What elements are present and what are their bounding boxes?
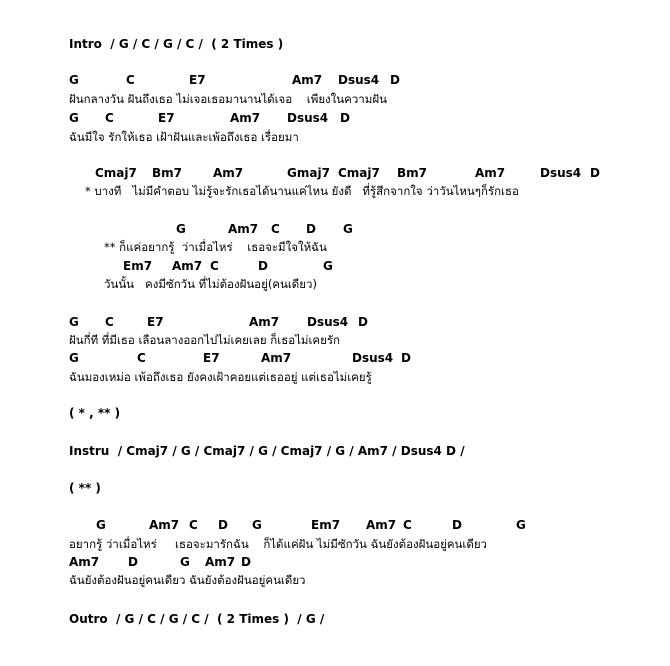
chord: C xyxy=(105,111,114,125)
chord: Am7 xyxy=(205,555,236,569)
chord: Dsus4 xyxy=(540,166,582,180)
intro-line: Intro / G / C / G / C / ( 2 Times ) xyxy=(69,37,284,51)
chord: D xyxy=(128,555,138,569)
chord: D xyxy=(241,555,251,569)
chord: Am7 xyxy=(475,166,506,180)
chord: D xyxy=(218,518,228,532)
chord: C xyxy=(189,518,198,532)
chord: E7 xyxy=(158,111,175,125)
chord: Gmaj7 xyxy=(287,166,330,180)
chord: D xyxy=(306,222,316,236)
chord: Dsus4 xyxy=(338,73,380,87)
repeat-marker: ( * , ** ) xyxy=(69,406,121,420)
chord: Dsus4 xyxy=(287,111,329,125)
chord: G xyxy=(69,315,79,329)
chord: Am7 xyxy=(172,259,203,273)
chord: D xyxy=(401,351,411,365)
lyric-line: อยากรู้ ว่าเมื่อไหร่ เธอจะมารักฉัน ก็ได้แค่ฝัน ไม่มีซักวัน ฉันยังต้องฝันอยู่คนเดียว xyxy=(69,537,488,551)
chord: Am7 xyxy=(228,222,259,236)
chord: G xyxy=(69,73,79,87)
chord: C xyxy=(210,259,219,273)
chord: G xyxy=(516,518,526,532)
lyric-line: ฉันยังต้องฝันอยู่คนเดียว ฉันยังต้องฝันอยู่คนเดียว xyxy=(69,573,306,587)
chord: G xyxy=(69,351,79,365)
lyric-line: ** ก็แค่อยากรู้ ว่าเมื่อไหร่ เธอจะมีใจให้ฉัน xyxy=(104,240,327,254)
chord: D xyxy=(340,111,350,125)
lyric-line: วันนั้น คงมีซักวัน ที่ไม่ต้องฝันอยู่(คนเดียว) xyxy=(104,277,317,291)
chord: C xyxy=(271,222,280,236)
chord: Am7 xyxy=(69,555,100,569)
chord: Bm7 xyxy=(397,166,427,180)
chord: Am7 xyxy=(366,518,397,532)
chord: Em7 xyxy=(311,518,341,532)
chord: Am7 xyxy=(149,518,180,532)
chord: Dsus4 xyxy=(352,351,394,365)
chord: G xyxy=(323,259,333,273)
lyric-line: ฉันมองเหม่อ เพ้อถึงเธอ ยังคงเฝ้าคอยแต่เธออยู่ แต่เธอไม่เคยรู้ xyxy=(69,370,372,384)
chord: Cmaj7 xyxy=(338,166,380,180)
chord: E7 xyxy=(147,315,164,329)
chord: D xyxy=(358,315,368,329)
chord: C xyxy=(105,315,114,329)
outro-line: Outro / G / C / G / C / ( 2 Times ) / G / xyxy=(69,612,325,626)
chord: Cmaj7 xyxy=(95,166,137,180)
lyric-line: ฝันกลางวัน ฝันถึงเธอ ไม่เจอเธอมานานได้เจอ เพียงในความฝัน xyxy=(69,92,387,106)
instrumental-line: Instru / Cmaj7 / G / Cmaj7 / G / Cmaj7 / G / Am7 / Dsus4 D / xyxy=(69,444,465,458)
chord: G xyxy=(180,555,190,569)
lyric-line: ฉันมีใจ รักให้เธอ เฝ้าฝันและเพ้อถึงเธอ เรื่อยมา xyxy=(69,130,299,144)
chord: Em7 xyxy=(123,259,153,273)
chord: G xyxy=(96,518,106,532)
lyric-line: ฝันกี่ที ที่มีเธอ เลือนลางออกไปไม่เคยเลย ก็เธอไม่เคยรัก xyxy=(69,333,340,347)
chord: G xyxy=(252,518,262,532)
chord: Am7 xyxy=(292,73,323,87)
chord: G xyxy=(176,222,186,236)
chord: Am7 xyxy=(261,351,292,365)
chord: Dsus4 xyxy=(307,315,349,329)
repeat-marker: ( ** ) xyxy=(69,481,101,495)
chord: Am7 xyxy=(213,166,244,180)
chord: E7 xyxy=(203,351,220,365)
chord: G xyxy=(69,111,79,125)
chord: E7 xyxy=(189,73,206,87)
chord: Am7 xyxy=(230,111,261,125)
chord: G xyxy=(343,222,353,236)
chord: D xyxy=(258,259,268,273)
chord: C xyxy=(137,351,146,365)
chord: Am7 xyxy=(249,315,280,329)
chord: C xyxy=(403,518,412,532)
chord: D xyxy=(390,73,400,87)
chord: D xyxy=(452,518,462,532)
chord: D xyxy=(590,166,600,180)
lyric-line: * บางที ไม่มีคำตอบ ไม่รู้จะรักเธอได้นานแค่ไหน ยังดี ที่รู้สึกจากใจ ว่าวันไหนๆก็รักเธอ xyxy=(85,184,519,198)
chord: C xyxy=(126,73,135,87)
chord: Bm7 xyxy=(152,166,182,180)
